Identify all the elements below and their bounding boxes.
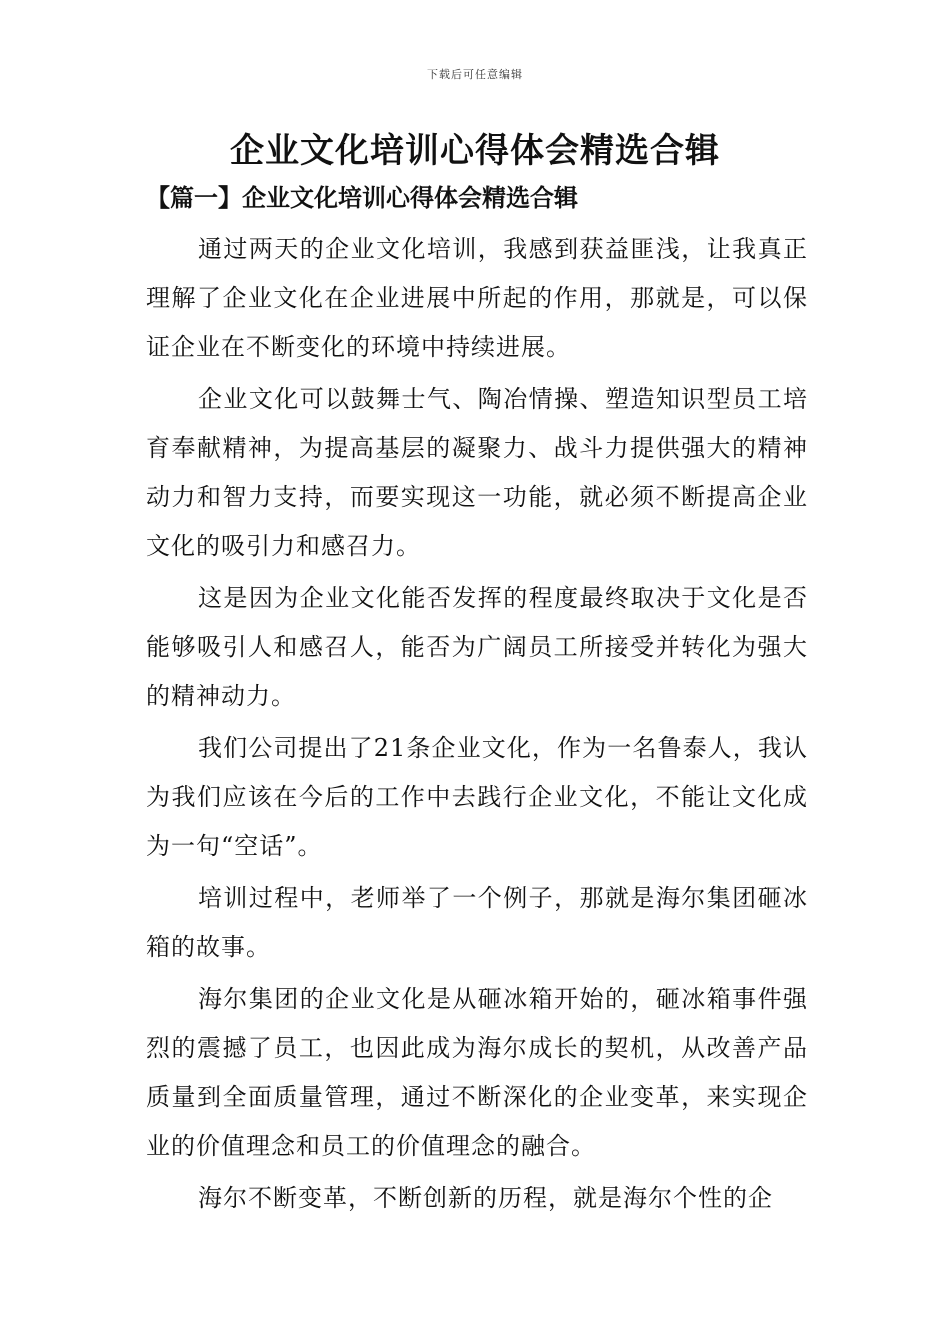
paragraph: 这是因为企业文化能否发挥的程度最终取决于文化是否能够吸引人和感召人，能否为广阔员工所接受并转化为强大的精神动力。 [146, 584, 808, 710]
document-body [146, 225, 808, 1226]
paragraph: 企业文化可以鼓舞士气、陶冶情操、塑造知识型员工培育奉献精神，为提高基层的凝聚力、战斗力提供强大的精神动力和智力支持，而要实现这一功能，就必须不断提高企业文化的吸引力和感召力。 [146, 385, 808, 560]
paragraph: 通过两天的企业文化培训，我感到获益匪浅，让我真正理解了企业文化在企业进展中所起的作用，那就是，可以保证企业在不断变化的环境中持续进展。 [146, 235, 808, 361]
paragraph: 培训过程中，老师举了一个例子，那就是海尔集团砸冰箱的故事。 [146, 884, 808, 961]
header-note: 下载后可任意编辑 [427, 68, 523, 81]
document-title: 企业文化培训心得体会精选合辑 [230, 131, 720, 171]
section-heading: 【篇一】企业文化培训心得体会精选合辑 [146, 183, 578, 212]
paragraph: 我们公司提出了21条企业文化，作为一名鲁泰人，我认为我们应该在今后的工作中去践行企业文化，不能让文化成为一句“空话”。 [146, 734, 808, 860]
paragraph: 海尔集团的企业文化是从砸冰箱开始的，砸冰箱事件强烈的震撼了员工，也因此成为海尔成长的契机，从改善产品质量到全面质量管理，通过不断深化的企业变革，来实现企业的价值理念和员工的价值理念的融合。 [146, 985, 808, 1160]
paragraph: 海尔不断变革，不断创新的历程，就是海尔个性的企 [198, 1184, 773, 1212]
